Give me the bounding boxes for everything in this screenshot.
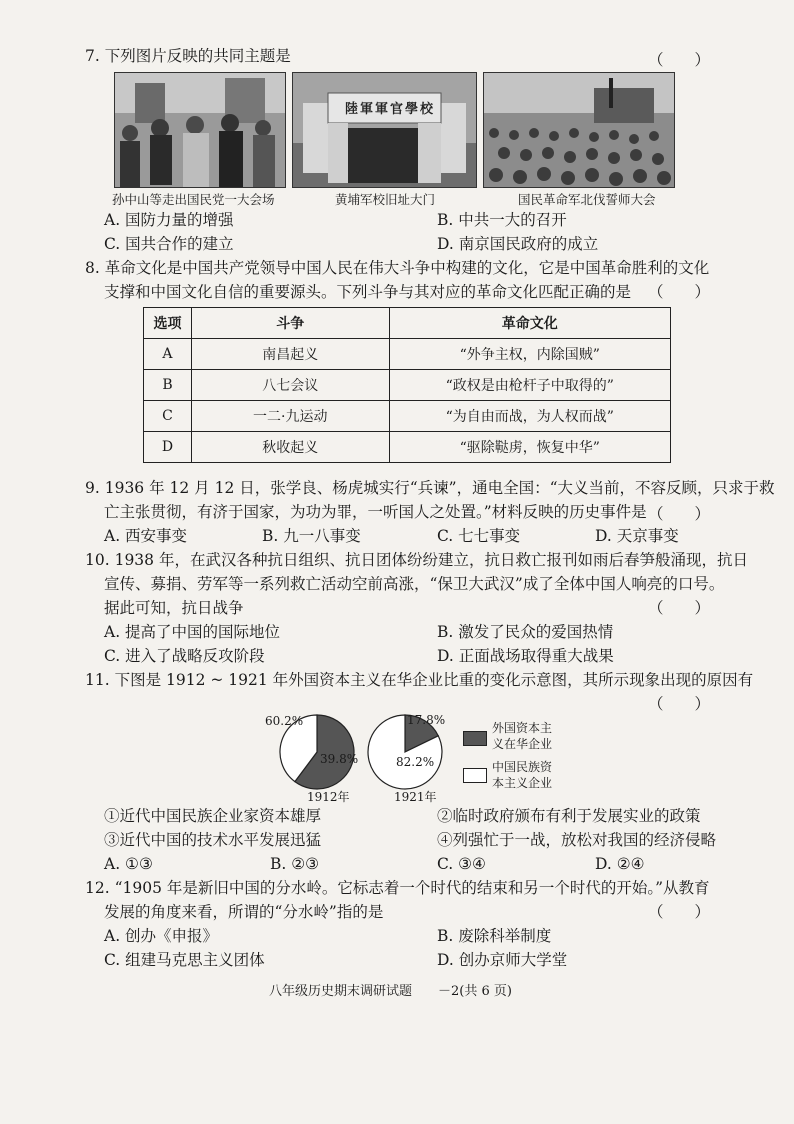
q11-statement-2: ②临时政府颁布有利于发展实业的政策 <box>437 807 701 825</box>
q12-stem-line2: 发展的角度来看，所谓的“分水岭”指的是 <box>104 903 384 921</box>
q8-stem-line2: 支撑和中国文化自信的重要源头。下列斗争与其对应的革命文化匹配正确的是 <box>104 283 632 301</box>
pie1-slice-label-domestic: 39.8% <box>320 752 359 766</box>
table-cell: “为自由而战，为人权而战” <box>389 401 670 432</box>
table-row <box>144 339 671 370</box>
table-cell: “外争主权，内除国贼” <box>389 339 670 370</box>
q11-statement-4: ④列强忙于一战，放松对我国的经济侵略 <box>437 831 717 849</box>
table-cell: A <box>144 339 192 370</box>
rally-photo-image <box>484 73 674 187</box>
q11-option-a: A. ①③ <box>104 855 153 873</box>
q7-option-b: B. 中共一大的召开 <box>437 211 567 229</box>
photo-caption-1: 孙中山等走出国民党一大会场 <box>112 192 275 207</box>
photo-caption-3: 国民革命军北伐誓师大会 <box>518 192 656 207</box>
legend-swatch-foreign <box>463 731 487 746</box>
q12-option-b: B. 废除科举制度 <box>437 927 552 945</box>
legend-swatch-domestic <box>463 768 487 783</box>
table-cell: “驱除鞑虏，恢复中华” <box>389 432 670 463</box>
q11-option-c: C. ③④ <box>437 855 486 873</box>
legend-foreign-line2: 义在华企业 <box>492 737 553 751</box>
table-cell: 一二·九运动 <box>191 401 389 432</box>
q12-option-a: A. 创办《申报》 <box>104 927 219 945</box>
table-cell: D <box>144 432 192 463</box>
q8-stem-line1: 8. 革命文化是中国共产党领导中国人民在伟大斗争中构建的文化，它是中国革命胜利的文化 <box>85 259 710 277</box>
table-row <box>144 432 671 463</box>
q9-option-c: C. 七七事变 <box>437 527 521 545</box>
q10-stem-line2: 宣传、募捐、劳军等一系列救亡活动空前高涨，“保卫大武汉”成了全体中国人响亮的口号。 <box>104 575 725 593</box>
gate-photo-image <box>293 73 476 187</box>
crowd-photo-image <box>115 73 285 187</box>
q7-option-d: D. 南京国民政府的成立 <box>437 235 599 253</box>
footer-page-number: －2(共 6 页) <box>438 984 512 999</box>
q11-option-b: B. ②③ <box>270 855 320 873</box>
q9-stem-line2: 亡主张贯彻，有济于国家，为功为罪，一听国人之处置。”材料反映的历史事件是 <box>104 503 647 521</box>
table-cell: 南昌起义 <box>191 339 389 370</box>
q11-statement-3: ③近代中国的技术水平发展迅猛 <box>104 831 322 849</box>
pie1-year-label: 1912年 <box>307 790 350 804</box>
q9-option-d: D. 天京事变 <box>595 527 679 545</box>
table-cell: “政权是由枪杆子中取得的” <box>389 370 670 401</box>
table-cell: 八七会议 <box>191 370 389 401</box>
q12-option-c: C. 组建马克思主义团体 <box>104 951 265 969</box>
table-cell: B <box>144 370 192 401</box>
q7-answer-paren: （ ） <box>648 51 711 69</box>
table-row <box>144 370 671 401</box>
q7-option-a: A. 国防力量的增强 <box>104 211 234 229</box>
q12-answer-paren: （ ） <box>648 903 711 921</box>
q12-stem-line1: 12. “1905 年是新旧中国的分水岭。它标志着一个时代的结束和另一个时代的开始。”从教育 <box>85 879 710 897</box>
footer-title: 八年级历史期末调研试题 <box>269 984 413 999</box>
q10-option-b: B. 激发了民众的爱国热情 <box>437 623 614 641</box>
q9-answer-paren: （ ） <box>648 505 711 523</box>
q11-stem: 11. 下图是 1912 ~ 1921 年外国资本主义在华企业比重的变化示意图，其所示现象出现的原因有 <box>85 671 754 689</box>
table-cell: C <box>144 401 192 432</box>
pie2-year-label: 1921年 <box>394 790 437 804</box>
q11-statement-1: ①近代中国民族企业家资本雄厚 <box>104 807 322 825</box>
rally-photo <box>483 72 675 188</box>
q9-option-b: B. 九一八事变 <box>262 527 361 545</box>
pie1-slice-label-foreign: 60.2% <box>265 714 304 728</box>
q10-option-c: C. 进入了战略反攻阶段 <box>104 647 265 665</box>
table-row <box>144 401 671 432</box>
q8-answer-paren: （ ） <box>648 283 711 301</box>
table-header: 选项 <box>144 308 192 339</box>
q11-answer-paren: （ ） <box>648 695 711 713</box>
q7-option-c: C. 国共合作的建立 <box>104 235 234 253</box>
q10-option-d: D. 正面战场取得重大战果 <box>437 647 614 665</box>
q9-option-a: A. 西安事变 <box>104 527 188 545</box>
photo-caption-2: 黄埔军校旧址大门 <box>335 192 436 207</box>
table-header: 斗争 <box>191 308 389 339</box>
q10-stem-line1: 10. 1938 年，在武汉各种抗日组织、抗日团体纷纷建立，抗日救亡报刊如雨后春笋般涌现，抗日 <box>85 551 748 569</box>
q12-option-d: D. 创办京师大学堂 <box>437 951 568 969</box>
q10-option-a: A. 提高了中国的国际地位 <box>104 623 281 641</box>
gate-sign-text: 陸軍軍官學校 <box>345 102 436 117</box>
gate-photo <box>292 72 477 188</box>
table-cell: 秋收起义 <box>191 432 389 463</box>
legend-domestic-line2: 本主义企业 <box>492 776 553 790</box>
q8-match-table <box>143 307 671 463</box>
table-header: 革命文化 <box>389 308 670 339</box>
legend-domestic-line1: 中国民族资 <box>492 760 553 774</box>
pie2-slice-label-foreign: 17.8% <box>407 713 446 727</box>
table-header-row <box>144 308 671 339</box>
legend-foreign-line1: 外国资本主 <box>492 721 553 735</box>
pie2-slice-label-domestic: 82.2% <box>396 755 435 769</box>
q10-answer-paren: （ ） <box>648 599 711 617</box>
q10-stem-line3: 据此可知，抗日战争 <box>104 599 244 617</box>
crowd-photo <box>114 72 286 188</box>
q7-stem: 7. 下列图片反映的共同主题是 <box>85 47 291 65</box>
q9-stem-line1: 9. 1936 年 12 月 12 日，张学良、杨虎城实行“兵谏”，通电全国：“大义当前，不容反顾，只求于救 <box>85 479 775 497</box>
q11-option-d: D. ②④ <box>595 855 645 873</box>
